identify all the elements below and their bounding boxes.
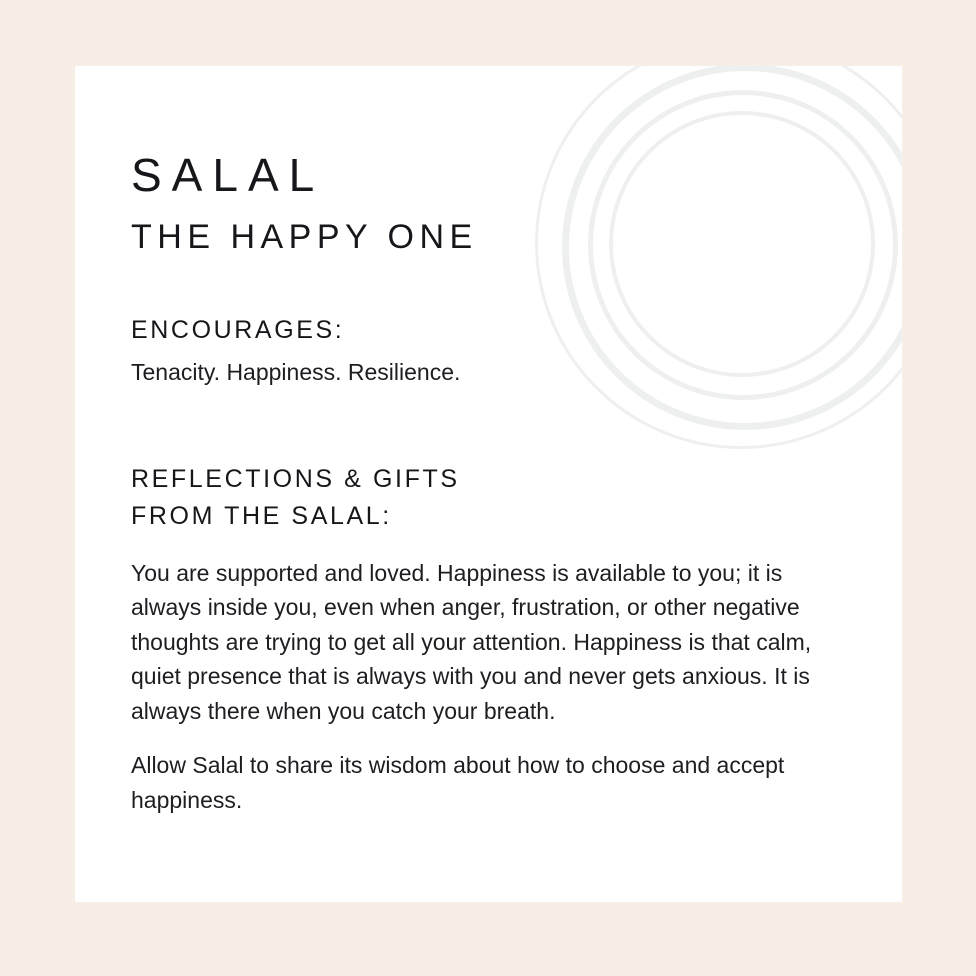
page-title: SALAL <box>131 149 325 201</box>
section-reflections <box>131 461 835 818</box>
encourages-heading: ENCOURAGES: <box>131 316 345 344</box>
reflections-paragraph-1: You are supported and loved. Happiness is available to you; it is always inside you, even when anger, frustration, or other negative thoughts are trying to get all your attention. Happiness is that calm, quiet presence that is always with you and never gets anxious. It is always there when you catch your breath. <box>131 559 812 724</box>
reflections-heading-line2: FROM THE SALAL: <box>131 502 392 531</box>
info-card <box>75 66 902 902</box>
section-encourages <box>131 312 835 389</box>
page-subtitle: THE HAPPY ONE <box>131 218 478 256</box>
reflections-heading-line1: REFLECTIONS & GIFTS <box>131 464 460 493</box>
reflections-paragraph-2: Allow Salal to share its wisdom about how to choose and accept happiness. <box>131 752 785 813</box>
card-content <box>75 66 835 817</box>
encourages-text: Tenacity. Happiness. Resilience. <box>131 358 461 385</box>
